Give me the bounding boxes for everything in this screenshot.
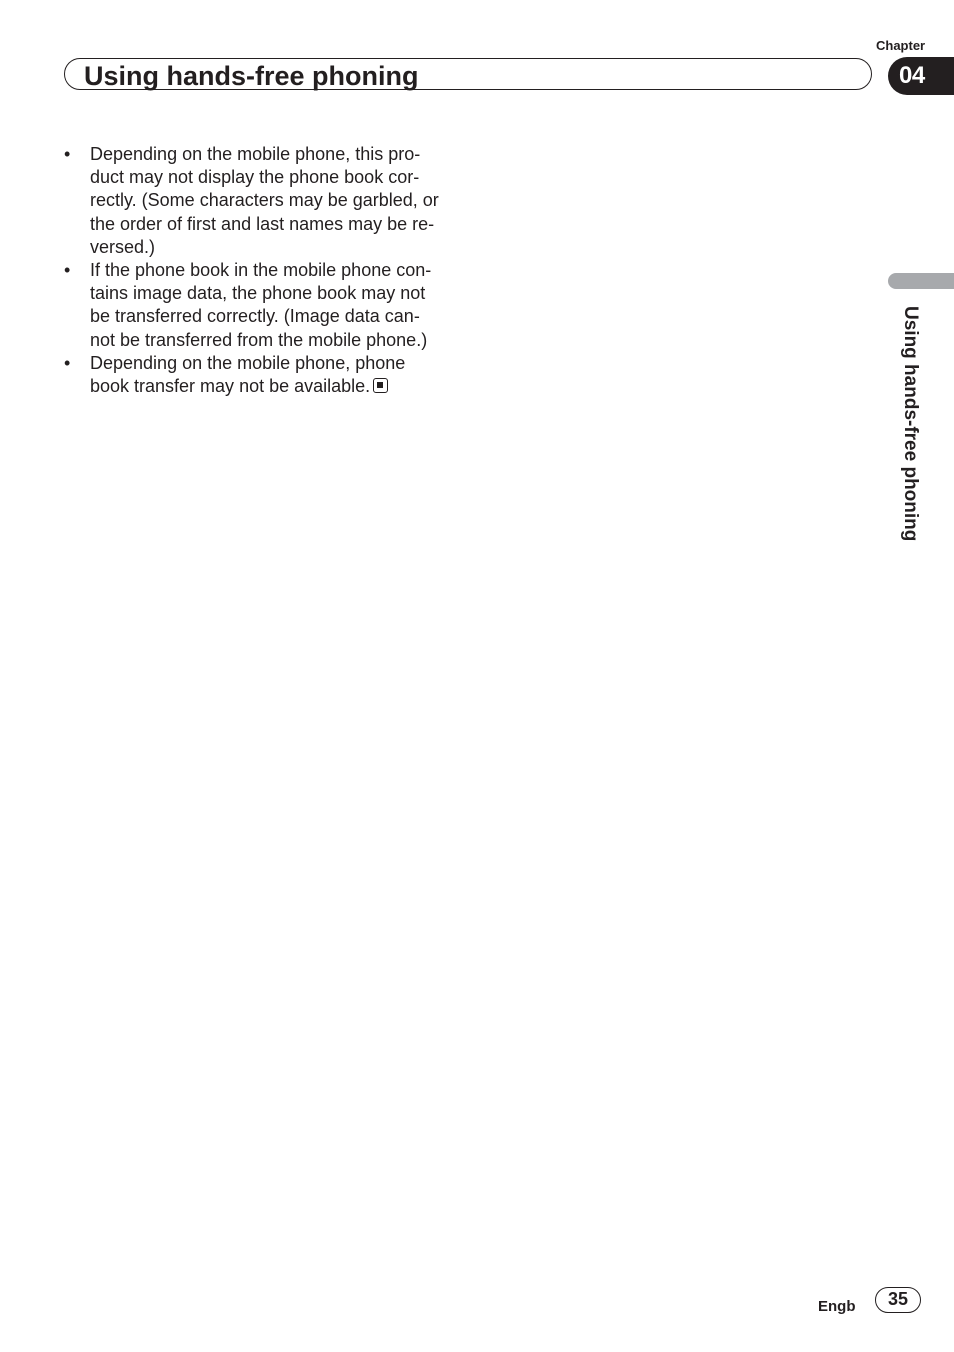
end-of-section-square-icon <box>373 378 388 393</box>
side-tab <box>888 273 954 289</box>
text-line: Depending on the mobile phone, phone <box>90 352 406 373</box>
text-line: tains image data, the phone book may not <box>90 283 426 304</box>
footer-language: Engb <box>818 1298 856 1315</box>
list-item <box>64 352 460 398</box>
bullet-dot: • <box>64 144 71 164</box>
text-line-content: book transfer may not be available. <box>90 376 371 397</box>
text-line: Depending on the mobile phone, this pro- <box>90 144 421 164</box>
chapter-label: Chapter <box>876 38 926 53</box>
text-line: versed.) <box>90 236 156 257</box>
text-line: be transferred correctly. (Image data can- <box>90 306 420 327</box>
text-line: not be transferred from the mobile phone.) <box>90 329 428 350</box>
side-section-label: Using hands-free phoning <box>900 306 921 542</box>
bullet-list <box>64 143 460 398</box>
text-line-last <box>90 375 460 398</box>
text-line: the order of first and last names may be re- <box>90 213 435 234</box>
content-column <box>64 143 460 398</box>
bullet-dot: • <box>64 260 71 281</box>
text-line: If the phone book in the mobile phone con- <box>90 260 432 281</box>
list-item <box>64 143 460 259</box>
list-item <box>64 259 460 352</box>
bullet-dot: • <box>64 352 71 373</box>
page-number: 35 <box>875 1287 921 1313</box>
chapter-number: 04 <box>899 62 925 89</box>
text-line: rectly. (Some characters may be garbled, or <box>90 190 439 211</box>
page-title: Using hands-free phoning <box>84 61 419 91</box>
text-line: duct may not display the phone book cor- <box>90 167 420 188</box>
